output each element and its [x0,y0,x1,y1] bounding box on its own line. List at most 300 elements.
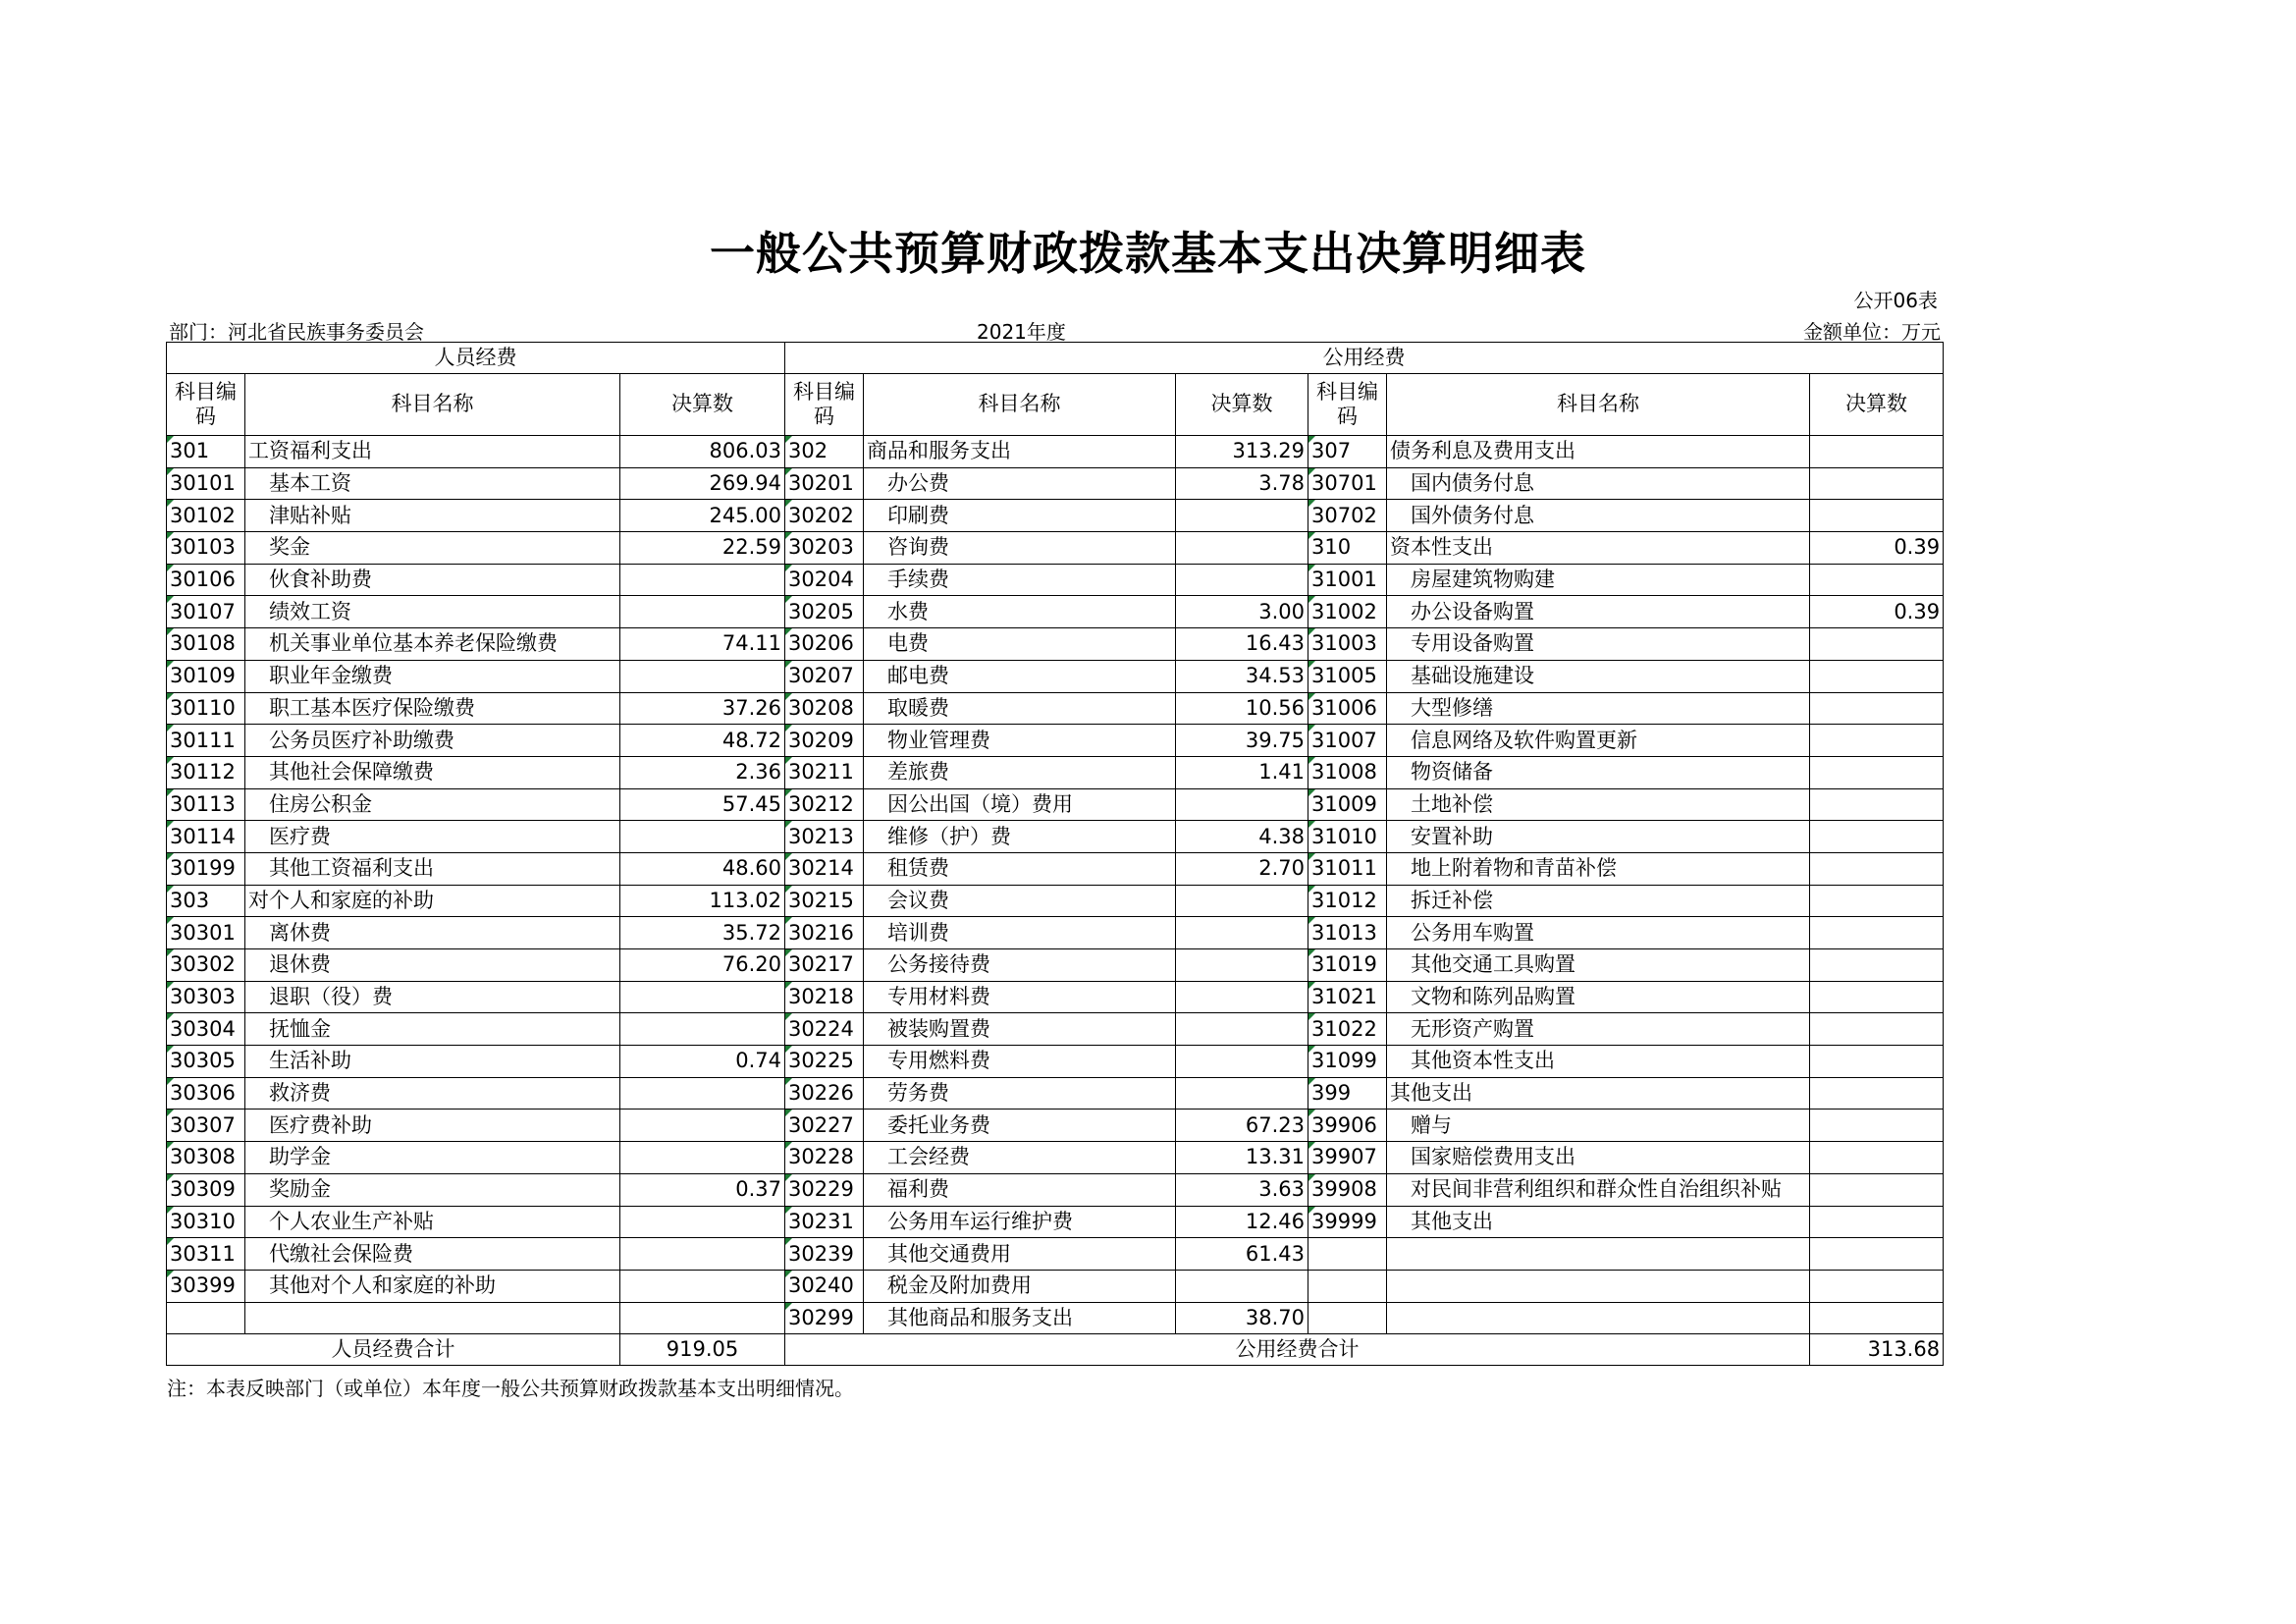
header-amount: 决算数 [1810,374,1944,436]
subject-code-cell: 30114 [167,821,245,853]
amount-cell [1176,1077,1308,1110]
subject-name-cell: 其他商品和服务支出 [864,1302,1176,1334]
subject-name-cell: 资本性支出 [1387,532,1810,565]
table-row [167,628,1944,661]
subject-name-cell: 公务接待费 [864,949,1176,982]
subject-code-cell: 30239 [785,1238,864,1271]
amount-cell [1176,1013,1308,1046]
header-code: 科目编码 [785,374,864,436]
amount-cell: 10.56 [1176,692,1308,725]
subject-code-cell: 303 [167,885,245,917]
subject-code-cell: 30240 [785,1270,864,1302]
subject-name-cell: 对个人和家庭的补助 [245,885,620,917]
subject-name-cell: 无形资产购置 [1387,1013,1810,1046]
subject-code-cell: 31019 [1308,949,1387,982]
subject-name-cell: 福利费 [864,1173,1176,1206]
amount-cell [1810,949,1944,982]
subject-code-cell: 30101 [167,467,245,500]
table-row [167,596,1944,628]
footnote: 注：本表反映部门（或单位）本年度一般公共预算财政拨款基本支出明细情况。 [167,1377,854,1400]
subject-name-cell: 专用设备购置 [1387,628,1810,661]
amount-cell [1810,885,1944,917]
subject-code-cell: 30203 [785,532,864,565]
amount-cell [1810,660,1944,692]
amount-cell: 48.72 [620,725,785,757]
subject-name-cell: 医疗费补助 [245,1110,620,1142]
amount-cell [1810,1077,1944,1110]
subject-code-cell: 31001 [1308,564,1387,596]
subject-name-cell: 商品和服务支出 [864,436,1176,468]
page-title: 一般公共预算财政拨款基本支出决算明细表 [710,227,1586,280]
subject-name-cell: 个人农业生产补贴 [245,1206,620,1238]
subject-code-cell: 31011 [1308,852,1387,885]
table-row [167,500,1944,532]
subject-code-cell: 30225 [785,1046,864,1078]
amount-cell: 39.75 [1176,725,1308,757]
amount-cell [1810,756,1944,788]
department-label: 部门：河北省民族事务委员会 [169,320,424,344]
subject-code-cell: 30211 [785,756,864,788]
subject-code-cell: 30204 [785,564,864,596]
subject-code-cell: 30226 [785,1077,864,1110]
subject-name-cell [1387,1302,1810,1334]
subject-code-cell: 30208 [785,692,864,725]
amount-cell: 2.36 [620,756,785,788]
table-row [167,1302,1944,1334]
subject-name-cell: 拆迁补偿 [1387,885,1810,917]
amount-cell [1810,852,1944,885]
subject-name-cell: 奖励金 [245,1173,620,1206]
subject-code-cell [1308,1270,1387,1302]
table-row [167,788,1944,821]
table-row [167,1142,1944,1174]
table-row [167,917,1944,949]
subject-code-cell: 31009 [1308,788,1387,821]
amount-cell [1810,725,1944,757]
header-name: 科目名称 [864,374,1176,436]
subject-name-cell: 办公设备购置 [1387,596,1810,628]
subject-code-cell: 30311 [167,1238,245,1271]
subject-name-cell: 其他支出 [1387,1206,1810,1238]
amount-cell: 3.00 [1176,596,1308,628]
table-row [167,949,1944,982]
subject-code-cell: 30206 [785,628,864,661]
amount-cell [1810,1110,1944,1142]
public-total-value: 313.68 [1810,1334,1944,1366]
table-row [167,1046,1944,1078]
subject-name-cell: 印刷费 [864,500,1176,532]
subject-code-cell: 31003 [1308,628,1387,661]
subject-name-cell: 税金及附加费用 [864,1270,1176,1302]
subject-name-cell: 赠与 [1387,1110,1810,1142]
subject-code-cell: 30217 [785,949,864,982]
subject-name-cell: 工会经费 [864,1142,1176,1174]
subject-code-cell: 30102 [167,500,245,532]
subject-name-cell: 物业管理费 [864,725,1176,757]
subject-name-cell: 差旅费 [864,756,1176,788]
section-personnel: 人员经费 [167,343,785,374]
amount-cell [620,1270,785,1302]
public-total-label: 公用经费合计 [785,1334,1810,1366]
subject-code-cell: 30229 [785,1173,864,1206]
subject-name-cell: 公务用车购置 [1387,917,1810,949]
table-row [167,725,1944,757]
subject-code-cell: 31013 [1308,917,1387,949]
table-row [167,564,1944,596]
subject-code-cell: 30227 [785,1110,864,1142]
amount-cell: 245.00 [620,500,785,532]
subject-code-cell: 30103 [167,532,245,565]
subject-name-cell: 助学金 [245,1142,620,1174]
amount-cell [1176,788,1308,821]
amount-cell: 48.60 [620,852,785,885]
subject-name-cell: 退休费 [245,949,620,982]
header-name: 科目名称 [245,374,620,436]
table-row [167,436,1944,468]
subject-name-cell: 公务员医疗补助缴费 [245,725,620,757]
section-public: 公用经费 [785,343,1944,374]
subject-name-cell [1387,1238,1810,1271]
subject-name-cell: 国家赔偿费用支出 [1387,1142,1810,1174]
amount-cell [1176,532,1308,565]
amount-cell: 0.37 [620,1173,785,1206]
subject-name-cell: 津贴补贴 [245,500,620,532]
subject-code-cell: 31007 [1308,725,1387,757]
amount-cell [1176,981,1308,1013]
subject-name-cell: 文物和陈列品购置 [1387,981,1810,1013]
table-row [167,1270,1944,1302]
amount-cell: 0.39 [1810,596,1944,628]
table-row [167,1013,1944,1046]
table-number: 公开06表 [1853,289,1938,312]
subject-name-cell: 救济费 [245,1077,620,1110]
amount-cell: 61.43 [1176,1238,1308,1271]
table-row [167,1110,1944,1142]
amount-cell: 2.70 [1176,852,1308,885]
subject-name-cell: 地上附着物和青苗补偿 [1387,852,1810,885]
amount-cell [1810,628,1944,661]
subject-name-cell: 住房公积金 [245,788,620,821]
subject-name-cell: 其他工资福利支出 [245,852,620,885]
subject-name-cell: 维修（护）费 [864,821,1176,853]
subject-name-cell: 其他交通工具购置 [1387,949,1810,982]
amount-cell [620,1238,785,1271]
amount-cell: 37.26 [620,692,785,725]
table-row [167,660,1944,692]
subject-name-cell: 债务利息及费用支出 [1387,436,1810,468]
amount-cell: 13.31 [1176,1142,1308,1174]
subject-name-cell: 工资福利支出 [245,436,620,468]
amount-cell [620,564,785,596]
amount-cell [1176,917,1308,949]
amount-cell: 67.23 [1176,1110,1308,1142]
subject-code-cell: 39907 [1308,1142,1387,1174]
subject-name-cell: 租赁费 [864,852,1176,885]
subject-name-cell: 培训费 [864,917,1176,949]
table-row [167,532,1944,565]
subject-name-cell: 医疗费 [245,821,620,853]
subject-code-cell [167,1302,245,1334]
subject-code-cell: 30109 [167,660,245,692]
header-amount: 决算数 [1176,374,1308,436]
subject-code-cell: 30307 [167,1110,245,1142]
subject-name-cell: 劳务费 [864,1077,1176,1110]
subject-code-cell: 30302 [167,949,245,982]
subject-name-cell: 其他对个人和家庭的补助 [245,1270,620,1302]
subject-code-cell: 30218 [785,981,864,1013]
amount-cell [620,1077,785,1110]
subject-code-cell: 30107 [167,596,245,628]
subject-name-cell: 手续费 [864,564,1176,596]
subject-name-cell: 离休费 [245,917,620,949]
subject-code-cell: 30205 [785,596,864,628]
subject-name-cell: 其他支出 [1387,1077,1810,1110]
year-label: 2021年度 [977,320,1066,344]
amount-cell: 22.59 [620,532,785,565]
amount-cell: 0.74 [620,1046,785,1078]
amount-cell: 16.43 [1176,628,1308,661]
subject-code-cell: 31005 [1308,660,1387,692]
subject-code-cell: 30106 [167,564,245,596]
amount-cell [1810,1173,1944,1206]
table-row [167,852,1944,885]
amount-cell [1810,1046,1944,1078]
subject-name-cell: 公务用车运行维护费 [864,1206,1176,1238]
subject-code-cell: 30701 [1308,467,1387,500]
subject-code-cell: 30212 [785,788,864,821]
amount-cell: 76.20 [620,949,785,982]
subject-name-cell: 土地补偿 [1387,788,1810,821]
amount-cell: 1.41 [1176,756,1308,788]
subject-code-cell: 31002 [1308,596,1387,628]
subject-code-cell: 30702 [1308,500,1387,532]
amount-cell: 269.94 [620,467,785,500]
table-row [167,821,1944,853]
amount-cell: 806.03 [620,436,785,468]
subject-name-cell: 委托业务费 [864,1110,1176,1142]
amount-cell: 57.45 [620,788,785,821]
subject-code-cell: 30209 [785,725,864,757]
amount-cell [1810,436,1944,468]
subject-code-cell: 30201 [785,467,864,500]
subject-name-cell: 物资储备 [1387,756,1810,788]
amount-cell [1810,1206,1944,1238]
subject-code-cell: 399 [1308,1077,1387,1110]
subject-name-cell: 邮电费 [864,660,1176,692]
subject-code-cell: 31022 [1308,1013,1387,1046]
amount-cell: 4.38 [1176,821,1308,853]
subject-code-cell: 39999 [1308,1206,1387,1238]
unit-label: 金额单位：万元 [1803,320,1941,344]
subject-code-cell: 30228 [785,1142,864,1174]
subject-code-cell: 30216 [785,917,864,949]
amount-cell: 113.02 [620,885,785,917]
subject-code-cell: 30207 [785,660,864,692]
amount-cell [1810,564,1944,596]
subject-code-cell: 307 [1308,436,1387,468]
subject-code-cell: 30214 [785,852,864,885]
amount-cell [1810,821,1944,853]
header-amount: 决算数 [620,374,785,436]
subject-code-cell: 302 [785,436,864,468]
amount-cell: 35.72 [620,917,785,949]
amount-cell [1810,788,1944,821]
subject-name-cell: 安置补助 [1387,821,1810,853]
subject-code-cell: 30199 [167,852,245,885]
subject-code-cell: 31006 [1308,692,1387,725]
amount-cell [1176,1046,1308,1078]
subject-name-cell: 房屋建筑物购建 [1387,564,1810,596]
header-code: 科目编码 [167,374,245,436]
amount-cell [1810,1238,1944,1271]
subject-name-cell: 大型修缮 [1387,692,1810,725]
subject-name-cell: 咨询费 [864,532,1176,565]
subject-name-cell: 对民间非营利组织和群众性自治组织补贴 [1387,1173,1810,1206]
subject-code-cell: 30110 [167,692,245,725]
table-row [167,467,1944,500]
subject-name-cell: 电费 [864,628,1176,661]
subject-code-cell: 31099 [1308,1046,1387,1078]
table-row [167,1206,1944,1238]
subject-code-cell: 30108 [167,628,245,661]
amount-cell [1810,1270,1944,1302]
amount-cell [1810,917,1944,949]
amount-cell [620,1013,785,1046]
subject-name-cell: 其他资本性支出 [1387,1046,1810,1078]
subject-name-cell: 绩效工资 [245,596,620,628]
table-row [167,1173,1944,1206]
subject-name-cell: 职业年金缴费 [245,660,620,692]
amount-cell: 74.11 [620,628,785,661]
subject-code-cell: 30299 [785,1302,864,1334]
personnel-total-value: 919.05 [620,1334,785,1366]
subject-code-cell: 31012 [1308,885,1387,917]
subject-name-cell: 其他社会保障缴费 [245,756,620,788]
subject-name-cell: 专用燃料费 [864,1046,1176,1078]
subject-code-cell: 30213 [785,821,864,853]
expenditure-table [166,342,1944,1366]
subject-name-cell: 代缴社会保险费 [245,1238,620,1271]
amount-cell: 3.63 [1176,1173,1308,1206]
table-row [167,692,1944,725]
header-code: 科目编码 [1308,374,1387,436]
subject-name-cell: 机关事业单位基本养老保险缴费 [245,628,620,661]
amount-cell [1176,885,1308,917]
subject-name-cell: 基础设施建设 [1387,660,1810,692]
subject-code-cell: 30112 [167,756,245,788]
amount-cell: 38.70 [1176,1302,1308,1334]
subject-name-cell: 伙食补助费 [245,564,620,596]
amount-cell [1810,692,1944,725]
amount-cell [1176,500,1308,532]
subject-name-cell [1387,1270,1810,1302]
subject-code-cell [1308,1302,1387,1334]
amount-cell [620,596,785,628]
subject-name-cell: 国内债务付息 [1387,467,1810,500]
subject-name-cell [245,1302,620,1334]
subject-name-cell: 抚恤金 [245,1013,620,1046]
subject-name-cell: 奖金 [245,532,620,565]
subject-code-cell: 30202 [785,500,864,532]
amount-cell: 34.53 [1176,660,1308,692]
amount-cell [1810,467,1944,500]
subject-code-cell: 39908 [1308,1173,1387,1206]
subject-code-cell: 30306 [167,1077,245,1110]
subject-code-cell: 310 [1308,532,1387,565]
subject-code-cell: 30303 [167,981,245,1013]
subject-name-cell: 其他交通费用 [864,1238,1176,1271]
subject-name-cell: 生活补助 [245,1046,620,1078]
table-row [167,981,1944,1013]
table-row [167,756,1944,788]
table-row [167,1077,1944,1110]
table-row [167,1238,1944,1271]
amount-cell [1176,564,1308,596]
subject-name-cell: 取暖费 [864,692,1176,725]
subject-name-cell: 会议费 [864,885,1176,917]
header-name: 科目名称 [1387,374,1810,436]
subject-code-cell: 30231 [785,1206,864,1238]
subject-name-cell: 退职（役）费 [245,981,620,1013]
subject-name-cell: 信息网络及软件购置更新 [1387,725,1810,757]
subject-name-cell: 办公费 [864,467,1176,500]
subject-name-cell: 专用材料费 [864,981,1176,1013]
subject-name-cell: 被装购置费 [864,1013,1176,1046]
subject-name-cell: 基本工资 [245,467,620,500]
subject-code-cell: 30111 [167,725,245,757]
subject-code-cell: 31021 [1308,981,1387,1013]
subject-name-cell: 国外债务付息 [1387,500,1810,532]
amount-cell [1810,1142,1944,1174]
subject-code-cell: 31010 [1308,821,1387,853]
amount-cell: 12.46 [1176,1206,1308,1238]
amount-cell: 3.78 [1176,467,1308,500]
subject-code-cell: 30224 [785,1013,864,1046]
subject-code-cell [1308,1238,1387,1271]
amount-cell [1810,1302,1944,1334]
amount-cell [1810,981,1944,1013]
subject-code-cell: 30310 [167,1206,245,1238]
amount-cell [620,1142,785,1174]
subject-code-cell: 31008 [1308,756,1387,788]
subject-code-cell: 39906 [1308,1110,1387,1142]
amount-cell [1176,1270,1308,1302]
amount-cell [1810,1013,1944,1046]
subject-name-cell: 水费 [864,596,1176,628]
subject-code-cell: 30309 [167,1173,245,1206]
subject-code-cell: 301 [167,436,245,468]
subject-code-cell: 30305 [167,1046,245,1078]
subject-code-cell: 30113 [167,788,245,821]
amount-cell [620,1110,785,1142]
subject-name-cell: 职工基本医疗保险缴费 [245,692,620,725]
amount-cell [620,660,785,692]
amount-cell: 0.39 [1810,532,1944,565]
subject-code-cell: 30399 [167,1270,245,1302]
amount-cell [620,1302,785,1334]
amount-cell: 313.29 [1176,436,1308,468]
subject-code-cell: 30304 [167,1013,245,1046]
table-row [167,885,1944,917]
amount-cell [620,1206,785,1238]
subject-name-cell: 因公出国（境）费用 [864,788,1176,821]
amount-cell [620,821,785,853]
amount-cell [1176,949,1308,982]
subject-code-cell: 30308 [167,1142,245,1174]
amount-cell [620,981,785,1013]
amount-cell [1810,500,1944,532]
subject-code-cell: 30215 [785,885,864,917]
